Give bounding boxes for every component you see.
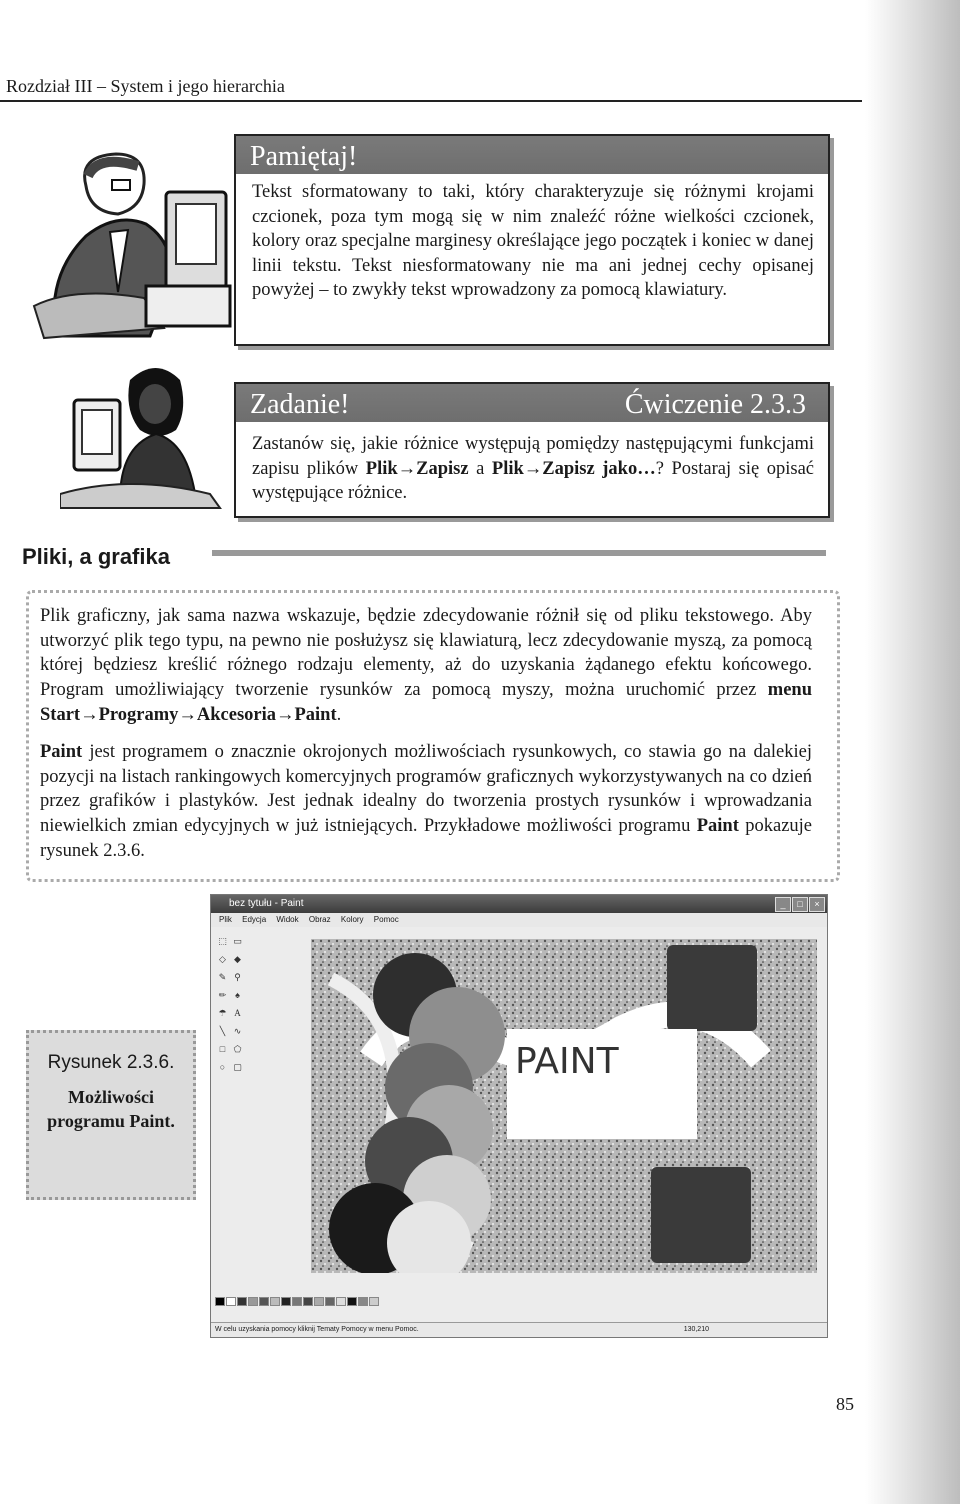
eraser-icon: ◇ xyxy=(219,954,226,964)
task-box xyxy=(234,382,830,518)
minimize-icon: _ xyxy=(775,897,791,912)
curve-icon: ∿ xyxy=(233,1026,242,1036)
caption-label: Rysunek 2.3.6. xyxy=(47,1052,175,1073)
picker-icon: ✎ xyxy=(218,972,227,982)
menu-pomoc: Pomoc xyxy=(373,915,399,924)
status-coordinates: 130,210 xyxy=(683,1326,709,1333)
paint-statusbar xyxy=(211,1322,827,1337)
header-rule xyxy=(0,100,862,102)
remember-body: Tekst sformatowany to taki, który charakteryzuje się różnymi krojami czcionek, poza tym mogą się w nim znaleźć różne wielkości czcionek, kolory oraz specjalne marginesy określające jego początek i koniec w danej linii tekstu. Tekst niesformatowany nie ma ani jednej cechy opisanej powyżej – to zwykły tekst wprowadzony za pomocą klawiatury. xyxy=(252,182,814,300)
paragraph-1-end: . xyxy=(336,704,342,725)
paint-title: bez tytułu - Paint xyxy=(229,898,304,909)
polygon-icon: ⬠ xyxy=(233,1044,242,1054)
woman-at-computer-illustration xyxy=(60,360,230,510)
rounded-rect-icon: ▢ xyxy=(233,1062,242,1072)
ellipse-icon: ○ xyxy=(219,1062,226,1072)
figure-caption xyxy=(26,1030,196,1200)
status-text: W celu uzyskania pomocy kliknij Tematy Pomocy w menu Pomoc. xyxy=(215,1326,419,1333)
fill-icon: ◆ xyxy=(234,954,241,964)
man-at-computer-illustration xyxy=(26,146,236,342)
task-save: Plik→Zapisz xyxy=(365,458,469,479)
paint-term: Paint xyxy=(40,742,83,762)
paragraph-2-end: pokazuje rysunek 2.3.6. xyxy=(40,816,813,861)
task-title: Zadanie! xyxy=(250,389,350,420)
task-save-as: Plik→Zapisz jako… xyxy=(491,458,656,479)
close-icon: × xyxy=(809,897,825,912)
canvas-paint-text: PAINT xyxy=(515,1041,619,1082)
task-text-1: Zastanów się, jakie różnice występują pomiędzy następującymi funkcjami zapisu plików xyxy=(252,434,814,479)
paint-window-screenshot xyxy=(210,894,828,1338)
paragraph-1-text: Plik graficzny, jak sama nazwa wskazuje, będzie zdecydowanie różnił się od pliku tekstowego. Aby utworzyć plik tego typu, na pewno nie posłużysz się klawiaturą, lecz zdecydowanie myszą, za pomocą której będziesz kreślić różnego rodzaju elementy, aż do uzyskania żądanego efektu końcowego. Program umożliwiający tworzenie rysunków za pomocą myszy, można uruchomić przez xyxy=(40,606,812,701)
rect-select-icon: ▭ xyxy=(233,936,242,946)
menu-widok: Widok xyxy=(276,915,299,924)
maximize-icon: □ xyxy=(792,897,808,912)
brush-icon: ♠ xyxy=(235,990,240,1000)
rectangle-icon: □ xyxy=(219,1044,226,1054)
color-palette xyxy=(215,1297,380,1313)
task-text-2: ? Postaraj się opisać występujące różnice. xyxy=(252,458,815,503)
paint-term-2: Paint xyxy=(696,816,739,837)
paragraph-2-text: jest programem o znacznie okrojonych możliwościach rysunkowych, co stawia go na dalekiej pozycji na listach rankingowych komercyjnych programów graficznych wykorzystywanych na co dzień przez grafików i plastyków. Jest jednak idealny do tworzenia prostych rysunków i wprowadzania niewielkich zmian edycyjnych w już istniejących. Przykładowe możliwości programu xyxy=(40,742,812,837)
remember-title: Pamiętaj! xyxy=(236,136,828,174)
paint-menubar xyxy=(211,913,827,927)
paint-toolbox xyxy=(215,931,247,1081)
pencil-icon: ✏ xyxy=(218,990,227,1000)
section-title: Pliki, a grafika xyxy=(22,544,170,569)
menu-edycja: Edycja xyxy=(242,915,267,924)
task-and: a xyxy=(468,458,492,479)
line-icon: ╲ xyxy=(219,1026,226,1036)
paragraph-1 xyxy=(40,604,812,728)
paint-titlebar xyxy=(211,895,827,913)
section-rule xyxy=(212,550,826,556)
page-number: 85 xyxy=(836,1394,854,1414)
text-icon: A xyxy=(234,1008,241,1018)
menu-obraz: Obraz xyxy=(308,915,331,924)
running-header: Rozdział III – System i jego hierarchia xyxy=(6,76,285,96)
exercise-number: Ćwiczenie 2.3.3 xyxy=(624,389,806,420)
task-title-bar xyxy=(236,384,828,422)
airbrush-icon: ☂ xyxy=(218,1008,227,1018)
paint-canvas xyxy=(311,939,817,1273)
remember-box xyxy=(234,134,830,346)
page-edge-shadow xyxy=(865,0,960,1504)
paragraph-2 xyxy=(40,740,812,864)
menu-plik: Plik xyxy=(219,915,232,924)
menu-kolory: Kolory xyxy=(340,915,364,924)
paint-artwork xyxy=(311,939,817,1273)
zoom-icon: ⚲ xyxy=(234,972,241,982)
menu-path: menu Start→Programy→Akcesoria→Paint xyxy=(40,680,812,725)
task-body xyxy=(252,432,814,506)
select-icon: ⬚ xyxy=(218,936,227,946)
caption-description: Możliwości programu Paint. xyxy=(47,1087,175,1131)
